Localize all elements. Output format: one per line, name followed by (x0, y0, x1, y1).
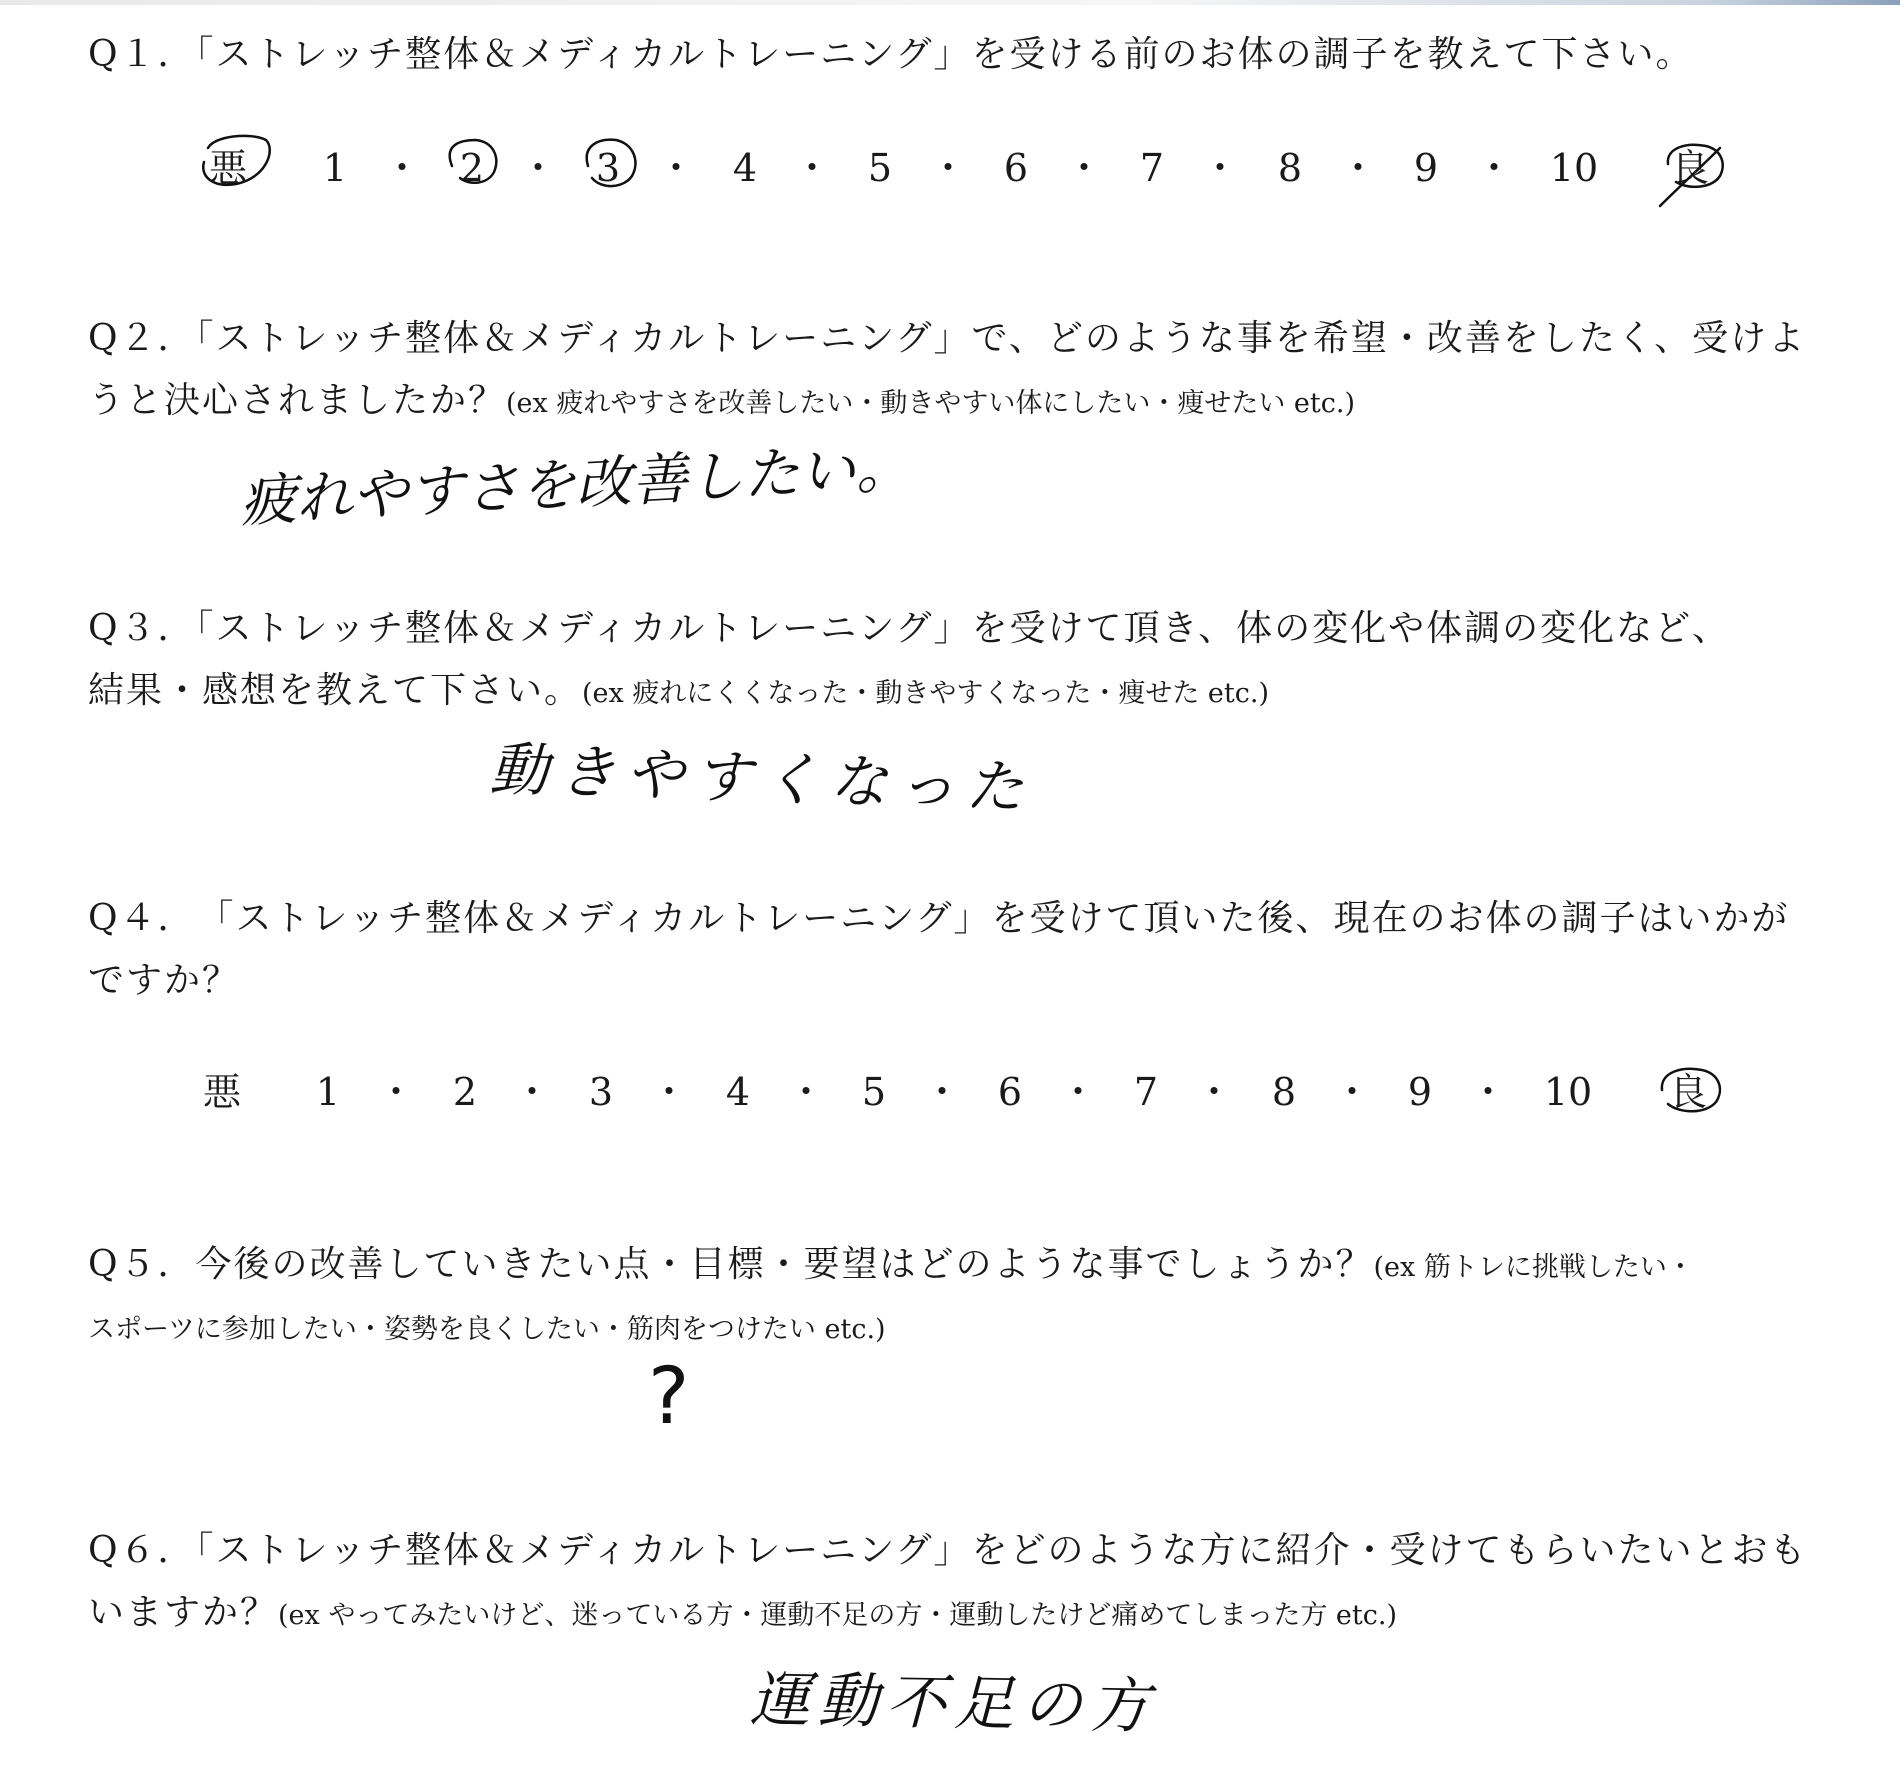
q1-scale-sep: ・ (1200, 146, 1240, 190)
q1-scale-10[interactable]: 10 (1549, 146, 1599, 190)
q1-scale-7[interactable]: 7 (1139, 146, 1165, 190)
question-6-line-2 (88, 1582, 1808, 1647)
question-6-example: (ex やってみたいけど、迷っている方・運動不足の方・運動したけど痛めてしまった方 etc.) (278, 1600, 1397, 1631)
question-2-line-2 (88, 370, 1806, 435)
q4-scale-sep: ・ (1468, 1070, 1508, 1114)
question-4 (88, 888, 1790, 1012)
question-4-line-2: ですか？ (88, 960, 241, 1001)
question-2-example: (ex 疲れやすさを改善したい・動きやすい体にしたい・痩せたい etc.) (506, 388, 1355, 419)
question-2 (88, 308, 1806, 435)
q4-scale-sep: ・ (922, 1070, 962, 1114)
q6-handwritten-answer[interactable]: 運動不足の方 (749, 1665, 1159, 1743)
q1-scale-sep: ・ (928, 146, 968, 190)
q4-scale-4[interactable]: 4 (725, 1070, 751, 1114)
q3-handwritten-answer[interactable]: 動きやすくなった (488, 735, 1035, 822)
question-6-line-1: Q６．「ストレッチ整体＆メディカルトレーニング」をどのような方に紹介・受けてもらいたいとおも (88, 1530, 1808, 1571)
q4-scale-sep: ・ (1194, 1070, 1234, 1114)
question-4-line-1: Q４． 「ストレッチ整体＆メディカルトレーニング」を受けて頂いた後、現在のお体の調子はいかが (88, 898, 1790, 939)
question-3-line-1: Q３．「ストレッチ整体＆メディカルトレーニング」を受けて頂き、体の変化や体調の変化など、 (88, 608, 1731, 649)
question-5-line-1 (88, 1234, 1694, 1299)
q1-scale-3[interactable]: 3 (595, 146, 621, 190)
q1-rating-scale (0, 128, 1900, 208)
q4-scale-sep: ・ (512, 1070, 552, 1114)
q2-handwritten-answer[interactable]: 疲れやすさを改善したい。 (238, 434, 914, 535)
question-2-line-1: Q２．「ストレッチ整体＆メディカルトレーニング」で、どのような事を希望・改善をしたく、受けよ (88, 318, 1807, 359)
question-3-line-2 (88, 660, 1730, 725)
scan-edge (0, 0, 1900, 5)
question-2-line-2-text: うと決心されましたか？ (88, 380, 507, 421)
q1-scale-sep: ・ (382, 146, 422, 190)
q4-scale-sep: ・ (649, 1070, 689, 1114)
q4-scale-3[interactable]: 3 (588, 1070, 614, 1114)
q4-rating-scale (0, 1052, 1900, 1132)
question-1 (88, 24, 1694, 86)
q4-scale-good[interactable]: 良 (1668, 1070, 1708, 1114)
question-6 (88, 1520, 1808, 1647)
q1-scale-9[interactable]: 9 (1413, 146, 1439, 190)
q1-scale-6[interactable]: 6 (1003, 146, 1029, 190)
q4-scale-2[interactable]: 2 (452, 1070, 478, 1114)
q4-scale-sep: ・ (1058, 1070, 1098, 1114)
q1-scale-2[interactable]: 2 (459, 146, 485, 190)
q1-scale-5[interactable]: 5 (867, 146, 893, 190)
question-5-example-2: スポーツに参加したい・姿勢を良くしたい・筋肉をつけたい etc.) (88, 1314, 886, 1345)
q1-scale-sep: ・ (518, 146, 558, 190)
q1-scale-sep: ・ (1064, 146, 1104, 190)
q4-scale-1[interactable]: 1 (315, 1070, 341, 1114)
q1-scale-bad[interactable]: 悪 (208, 146, 248, 190)
q4-scale-7[interactable]: 7 (1133, 1070, 1159, 1114)
question-3-line-2-text: 結果・感想を教えて下さい。 (88, 670, 583, 711)
q4-scale-8[interactable]: 8 (1271, 1070, 1297, 1114)
question-5-example-1: (ex 筋トレに挑戦したい・ (1373, 1252, 1694, 1283)
question-3 (88, 598, 1730, 725)
q4-scale-sep: ・ (376, 1070, 416, 1114)
q1-scale-8[interactable]: 8 (1277, 146, 1303, 190)
q4-scale-10[interactable]: 10 (1543, 1070, 1593, 1114)
q1-scale-sep: ・ (1474, 146, 1514, 190)
question-5-line-1-text: Q５．今後の改善していきたい点・目標・要望はどのような事でしょうか？ (88, 1244, 1374, 1285)
question-3-example: (ex 疲れにくくなった・動きやすくなった・痩せた etc.) (582, 678, 1269, 709)
q4-scale-bad[interactable]: 悪 (202, 1070, 242, 1114)
q1-scale-sep: ・ (1338, 146, 1378, 190)
question-1-text: Q１．「ストレッチ整体＆メディカルトレーニング」を受ける前のお体の調子を教えて下さい。 (88, 34, 1694, 75)
q4-scale-sep: ・ (786, 1070, 826, 1114)
q4-scale-sep: ・ (1332, 1070, 1372, 1114)
q4-scale-5[interactable]: 5 (861, 1070, 887, 1114)
q5-handwritten-answer[interactable]: ? (648, 1352, 690, 1442)
q1-scale-4[interactable]: 4 (732, 146, 758, 190)
question-6-line-2-text: いますか？ (88, 1592, 279, 1633)
q1-scale-sep: ・ (656, 146, 696, 190)
q1-scale-sep: ・ (792, 146, 832, 190)
question-5 (88, 1234, 1694, 1361)
q1-scale-1[interactable]: 1 (322, 146, 348, 190)
q4-scale-9[interactable]: 9 (1407, 1070, 1433, 1114)
q1-scale-good[interactable]: 良 (1670, 146, 1710, 190)
q4-scale-6[interactable]: 6 (997, 1070, 1023, 1114)
